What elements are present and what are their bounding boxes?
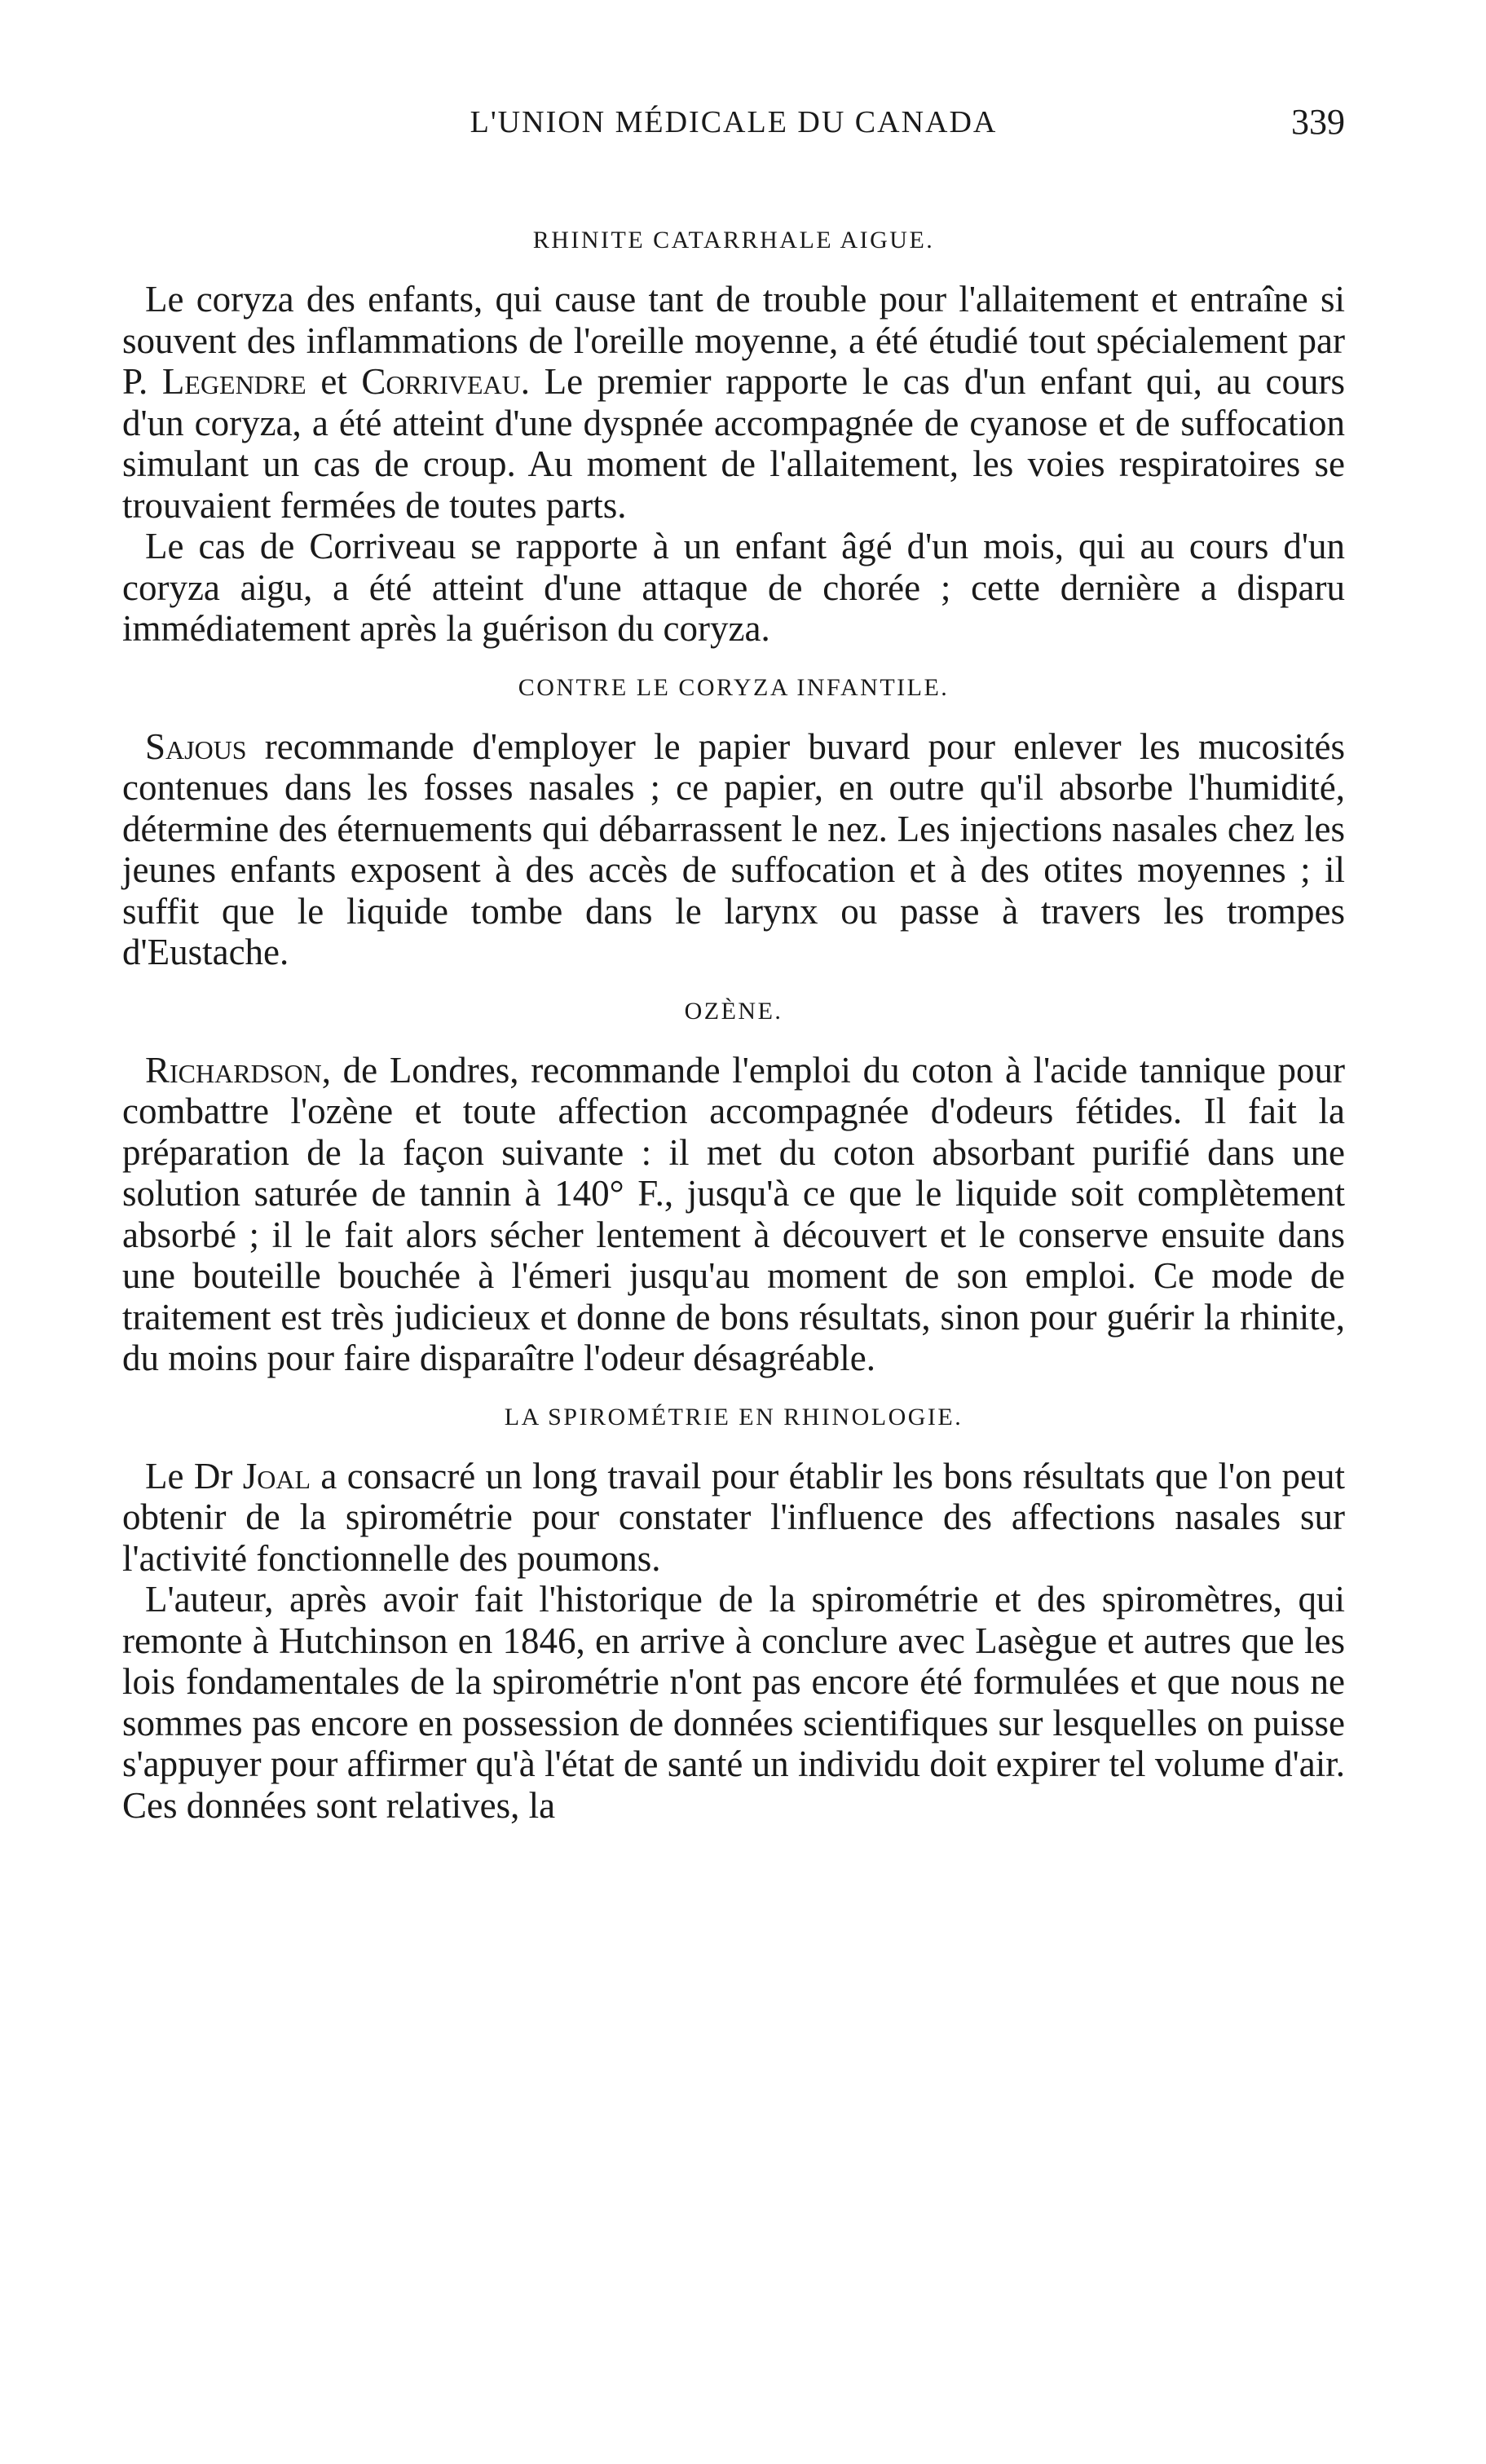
page-body: [122, 222, 1345, 1826]
author-name: Sajous: [145, 725, 247, 767]
paragraph-text: Le coryza des enfants, qui cause tant de trouble pour l'allaitement et entraîne si souvent des inflammations de l'oreille moyenne, a été étudié tout spécialement par P.: [122, 279, 1345, 402]
paragraph: Le cas de Corriveau se rapporte à un enfant âgé d'un mois, qui au cours d'un coryza aigu, a été atteint d'une attaque de chorée ; cette dernière a disparu immédiatement après la guérison du coryza.: [122, 526, 1345, 649]
paragraph: [122, 1456, 1345, 1580]
running-title: L'UNION MÉDICALE DU CANADA: [470, 105, 998, 139]
paragraph: [122, 279, 1345, 526]
paragraph: [122, 726, 1345, 973]
running-header: [122, 104, 1345, 153]
paragraph-text: a consacré un long travail pour établir les bons résultats que l'on peut obtenir de la spirométrie pour constater l'influence des affections nasales sur l'activité fonctionnelle des poumons.: [122, 1455, 1345, 1579]
paragraph-text: recommande d'employer le papier buvard pour enlever les mucosités contenues dans les fosses nasales ; ce papier, en outre qu'il absorbe l'humidité, détermine des éternuements qui débarrassent le nez. Les injections nasales chez les jeunes enfants exposent à des accès de suffocation et à des otites moyennes ; il suffit que le liquide tombe dans le larynx ou passe à travers les trompes d'Eustache.: [122, 725, 1345, 972]
paragraph-text: Le Dr: [145, 1455, 243, 1496]
paragraph-text: , de Londres, recommande l'emploi du coton à l'acide tannique pour combattre l'ozène et toute affection accompagnée d'odeurs fétides. Il fait la préparation de la façon suivante : il met du coton absorbant purifié dans une solution saturée de tannin à 140° F., jusqu'à ce que le liquide soit complètement absorbé ; il le fait alors sécher lentement à découvert et le conserve ensuite dans une bouteille bouchée à l'émeri jusqu'au moment de son emploi. Ce mode de traitement est très judicieux et donne de bons résultats, sinon pour guérir la rhinite, du moins pour faire disparaître l'odeur désagréable.: [122, 1049, 1345, 1378]
section-heading-rhinite: RHINITE CATARRHALE AIGUE.: [532, 227, 935, 253]
author-name: Joal: [242, 1455, 311, 1496]
author-name: Corriveau: [361, 361, 521, 402]
paragraph: [122, 1050, 1345, 1379]
section-heading-coryza-infantile: CONTRE LE CORYZA INFANTILE.: [518, 673, 950, 701]
page-number: 339: [1291, 102, 1345, 142]
author-name: Richardson: [145, 1049, 322, 1091]
author-name: Legendre: [161, 361, 306, 402]
paragraph-text: et: [306, 361, 362, 402]
paragraph-text: . Le premier rapporte le cas d'un enfant qui, au cours d'un coryza, a été atteint d'une dyspnée accompagnée de cyanose et de suffocation simulant un cas de croup. Au moment de l'allaitement, les voies respiratoires se trouvaient fermées de toutes parts.: [122, 361, 1345, 526]
paragraph: L'auteur, après avoir fait l'historique de la spirométrie et des spiromètres, qui remonte à Hutchinson en 1846, en arrive à conclure avec Lasègue et autres que les lois fondamentales de la spirométrie n'ont pas encore été formulées et que nous ne sommes pas encore en possession de données scientifiques sur lesquelles on puisse s'appuyer pour affirmer qu'à l'état de santé un individu doit expirer tel volume d'air. Ces données sont relatives, la: [122, 1579, 1345, 1826]
section-heading-spirometrie: LA SPIROMÉTRIE EN RHINOLOGIE.: [504, 1403, 963, 1430]
section-heading-ozene: OZÈNE.: [684, 997, 783, 1025]
